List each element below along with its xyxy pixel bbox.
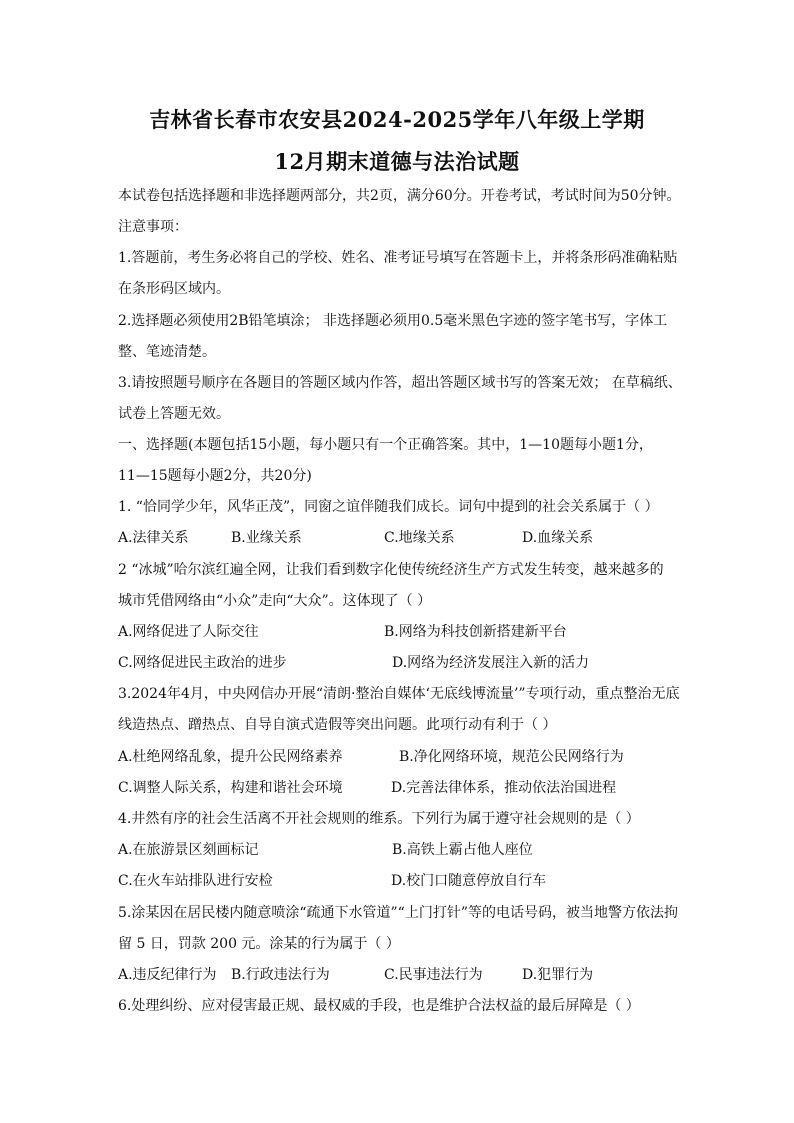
question-4-option-b: B.高铁上霸占他人座位	[392, 842, 533, 858]
notes-heading: 注意事项：	[118, 219, 188, 235]
section-heading-line-1: 一、选择题(本题包括15小题，每小题只有一个正确答案。其中，1—10题每小题1分，	[118, 437, 653, 453]
exam-title-line2: 12月期末道德与法治试题	[274, 149, 520, 174]
question-1-option-b: B.业缘关系	[231, 530, 302, 546]
question-1-stem: 1. “恰同学少年，风华正茂”，同窗之谊伴随我们成长。词句中提到的社会关系属于（ ）	[118, 499, 659, 515]
question-1-option-d: D.血缘关系	[522, 530, 594, 546]
question-2-stem-line-2: 城市凭借网络由“小众”走向“大众”。这体现了（ ）	[118, 593, 432, 609]
question-2-option-d: D.网络为经济发展注入新的活力	[392, 655, 590, 671]
question-4-option-a: A.在旅游景区刻画标记	[118, 842, 259, 858]
question-3-stem-line-1: 3.2024年4月，中央网信办开展“清朗·整治自媒体‘无底线博流量’”专项行动，重点整治无底	[118, 686, 680, 702]
question-4-option-d: D.校门口随意停放自行车	[391, 873, 547, 889]
section-heading-line-2: 11—15题每小题2分，共20分)	[118, 468, 312, 484]
question-1-option-c: C.地缘关系	[384, 530, 455, 546]
question-3-stem-line-2: 线造热点、蹭热点、自导自演式造假等突出问题。此项行动有利于（ ）	[118, 717, 557, 733]
question-4-stem: 4.井然有序的社会生活离不开社会规则的维系。下列行为属于遵守社会规则的是（ ）	[118, 811, 640, 827]
question-6-stem: 6.处理纠纷、应对侵害最正规、最权威的手段，也是维护合法权益的最后屏障是（ ）	[118, 998, 640, 1014]
question-5-option-c: C.民事违法行为	[384, 967, 483, 983]
note-1-line-1: 1.答题前，考生务必将自己的学校、姓名、准考证号填写在答题卡上，并将条形码准确粘贴	[118, 250, 678, 266]
note-3-line-2: 试卷上答题无效。	[118, 406, 230, 422]
note-2-line-1: 2.选择题必须使用2B铅笔填涂； 非选择题必须用0.5毫米黑色字迹的签字笔书写，字体工	[118, 313, 668, 329]
question-3-option-d: D.完善法律体系，推动依法治国进程	[391, 780, 617, 796]
question-2-option-c: C.网络促进民主政治的进步	[118, 655, 287, 671]
question-2-option-a: A.网络促进了人际交往	[118, 624, 259, 640]
question-5-option-b: B.行政违法行为	[231, 967, 330, 983]
question-5-stem-line-1: 5.涂某因在居民楼内随意喷涂“疏通下水管道”“上门打针”等的电话号码，被当地警方依法拘	[118, 905, 678, 921]
exam-description: 本试卷包括选择题和非选择题两部分，共2页，满分60分。开卷考试，考试时间为50分钟。	[118, 188, 681, 204]
question-2-option-b: B.网络为科技创新搭建新平台	[384, 624, 567, 640]
question-4-option-c: C.在火车站排队进行安检	[118, 873, 273, 889]
exam-title-line1: 吉林省长春市农安县2024-2025学年八年级上学期	[149, 107, 645, 132]
question-3-option-c: C.调整人际关系，构建和谐社会环境	[118, 780, 343, 796]
question-5-stem-line-2: 留 5 日，罚款 200 元。涂某的行为属于（ ）	[118, 936, 400, 952]
question-2-stem-line-1: 2 “冰城”哈尔滨红遍全网，让我们看到数字化使传统经济生产方式发生转变，越来越多的	[118, 562, 664, 578]
question-1-option-a: A.法律关系	[118, 530, 189, 546]
question-5-option-a: A.违反纪律行为	[118, 967, 217, 983]
note-2-line-2: 整、笔迹清楚。	[118, 344, 216, 360]
question-5-option-d: D.犯罪行为	[522, 967, 594, 983]
question-3-option-b: B.净化网络环境，规范公民网络行为	[399, 749, 624, 765]
note-3-line-1: 3.请按照题号顺序在各题目的答题区域内作答，超出答题区域书写的答案无效； 在草稿纸、	[118, 375, 682, 391]
question-3-option-a: A.杜绝网络乱象，提升公民网络素养	[118, 749, 343, 765]
note-1-line-2: 在条形码区域内。	[118, 281, 230, 297]
